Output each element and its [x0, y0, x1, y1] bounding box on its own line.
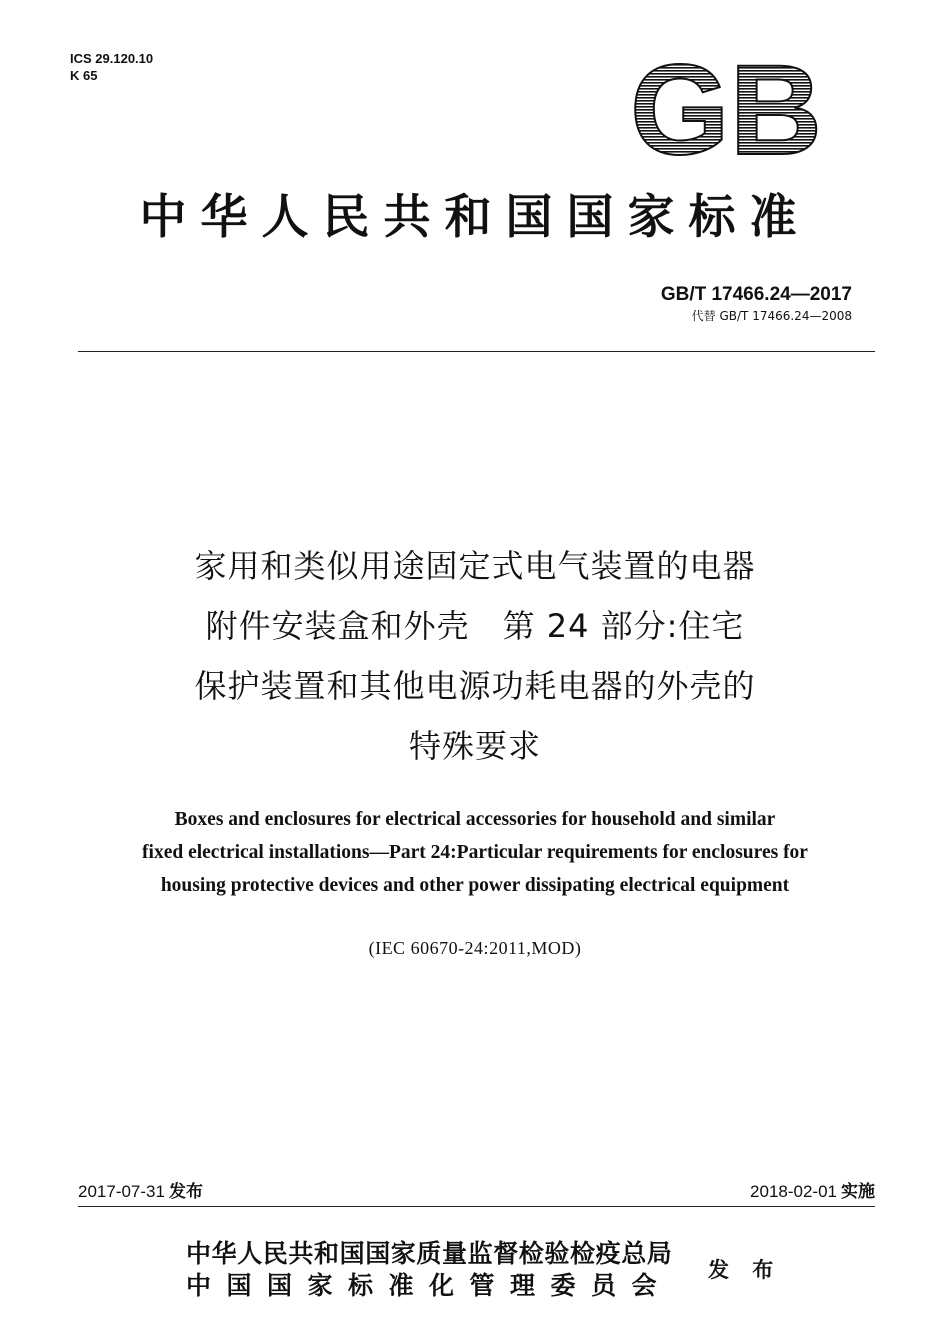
classification-codes — [70, 50, 153, 84]
effective-date: 2018-02-01 — [750, 1182, 837, 1201]
effective-date-block — [750, 1180, 875, 1204]
issue-label: 发 布 — [708, 1258, 782, 1282]
iec-reference: (IEC 60670-24:2011,MOD) — [368, 938, 582, 958]
ics-code: ICS 29.120.10 — [70, 51, 154, 66]
chinese-title-line: 附件安装盒和外壳 第 24 部分:住宅 — [205, 607, 745, 645]
chinese-title — [60, 536, 890, 776]
issuer-line: 中国国家标准化管理委员会 — [186, 1271, 673, 1300]
standard-number: GB/T 17466.24—2017 — [660, 284, 852, 305]
chinese-title-line: 保护装置和其他电源功耗电器的外壳的 — [194, 667, 756, 705]
gb-logo-text: GB — [630, 58, 822, 162]
chinese-title-line: 特殊要求 — [408, 727, 541, 765]
ccs-code: K 65 — [70, 68, 98, 83]
english-title-line: housing protective devices and other power dissipating electrical equipment — [160, 875, 790, 896]
replaces-standard: 代替 GB/T 17466.24—2008 — [691, 309, 852, 323]
publish-date: 2017-07-31 — [78, 1182, 165, 1201]
standard-type: 中华人民共和国国家标准 — [139, 190, 811, 245]
header-divider — [78, 351, 875, 352]
publish-label: 发布 — [168, 1182, 203, 1202]
issuing-authorities — [186, 1238, 672, 1302]
gb-logo — [628, 58, 824, 162]
english-title-line: Boxes and enclosures for electrical accessories for household and similar — [174, 809, 776, 830]
issuer-line: 中华人民共和国国家质量监督检验检疫总局 — [186, 1239, 673, 1268]
effective-label: 实施 — [841, 1182, 875, 1202]
footer-divider — [78, 1206, 875, 1207]
publish-date-block — [78, 1180, 203, 1204]
english-title — [60, 803, 890, 902]
chinese-title-line: 家用和类似用途固定式电气装置的电器 — [194, 547, 756, 585]
english-title-line: fixed electrical installations—Part 24:Particular requirements for enclosures for — [142, 842, 808, 863]
